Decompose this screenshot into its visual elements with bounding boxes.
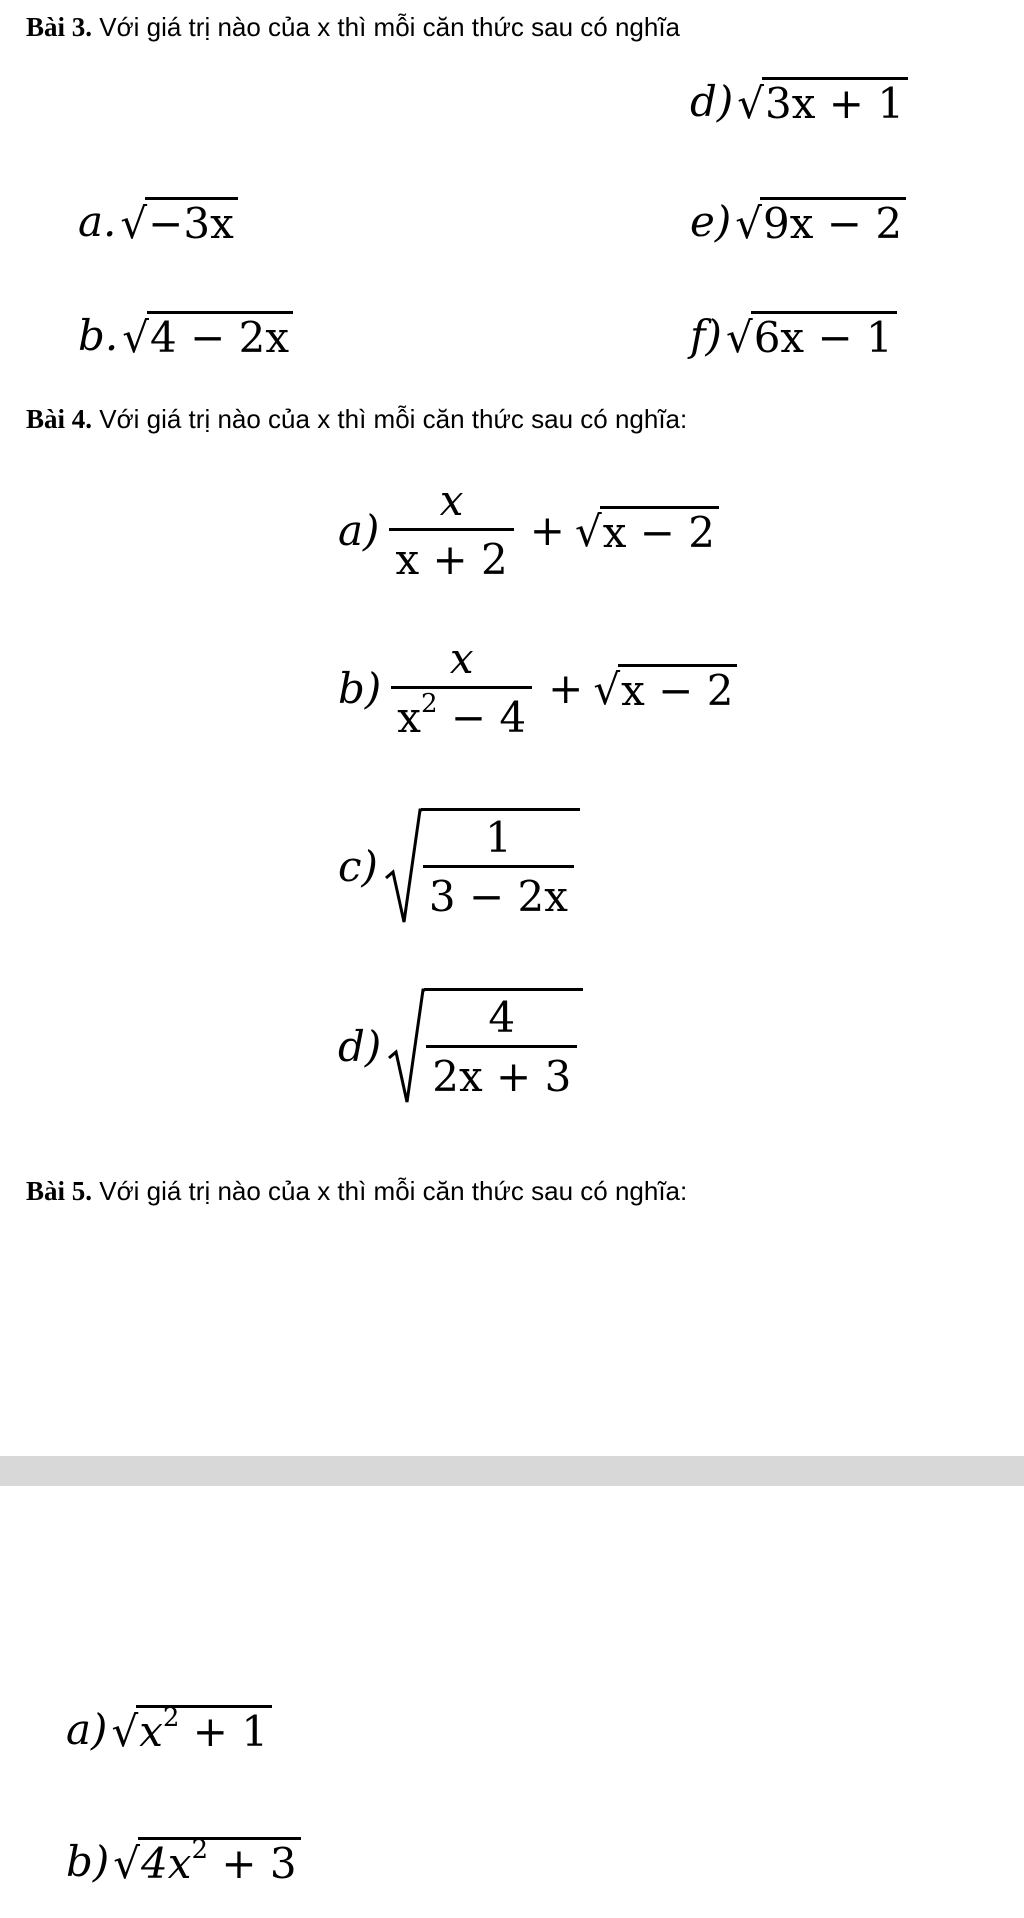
plus-sign: + [529, 505, 565, 555]
square-root: √ 9x − 2 [735, 197, 906, 246]
item-label: b) [338, 663, 382, 713]
item-label: a) [338, 505, 380, 555]
radicand [421, 808, 580, 926]
denominator: 3 − 2x [423, 865, 574, 920]
bai3-item-a [78, 196, 238, 248]
radicand: 3x + 1 [762, 77, 908, 126]
bai5-item-a [66, 1704, 272, 1756]
bai4-item-a [338, 478, 719, 583]
radicand-base: 4x [141, 1839, 192, 1889]
radicand: −3x [145, 197, 238, 246]
square-root: √ 3x + 1 [737, 77, 908, 126]
numerator: 4 [488, 993, 516, 1042]
fraction [389, 478, 513, 583]
bai4-item-b [338, 636, 737, 741]
radical-sign-icon [387, 988, 425, 1106]
item-label: a) [66, 1705, 108, 1754]
denominator [391, 686, 532, 741]
square-root: √ 4 − 2x [122, 311, 293, 360]
bai4-text: Với giá trị nào của x thì mỗi căn thức sau có nghĩa: [99, 404, 688, 434]
item-label: d) [690, 77, 734, 126]
radical-sign-icon [384, 808, 422, 926]
denominator: 2x + 3 [426, 1045, 577, 1100]
fraction [423, 815, 574, 920]
radicand-rest: + 3 [208, 1839, 297, 1889]
square-root: √ $x^2 + 1$ [111, 1705, 272, 1754]
bai5-heading [26, 1176, 687, 1206]
radicand-base: x [139, 1707, 163, 1757]
radicand: x − 2 [600, 506, 719, 555]
bai3-item-d [690, 76, 908, 128]
radicand-rest: + 1 [179, 1707, 269, 1757]
bai5-text: Với giá trị nào của x thì mỗi căn thức sau có nghĩa: [99, 1176, 688, 1206]
divider-band [0, 1456, 1024, 1486]
radicand-exponent: 2 [162, 1703, 180, 1734]
plus-sign: + [548, 663, 584, 713]
bai3-text: Với giá trị nào của x thì mỗi căn thức sau có nghĩa [99, 12, 681, 42]
numerator: x [449, 634, 474, 683]
bai3-item-e [690, 196, 906, 248]
item-label: e) [690, 197, 732, 246]
square-root: √ −3x [120, 197, 237, 246]
radicand: x − 2 [618, 664, 737, 713]
square-root: √ x − 2 [575, 506, 719, 555]
denominator: x + 2 [389, 528, 513, 583]
item-label: c) [338, 842, 378, 891]
radicand [138, 1835, 301, 1889]
denominator-rest: − 4 [437, 693, 527, 743]
radicand: 6x − 1 [751, 311, 897, 360]
bai3-number: Bài 3. [26, 12, 93, 42]
item-label: b) [66, 1837, 110, 1886]
numerator: 1 [485, 813, 512, 862]
square-root: √ x − 2 [593, 664, 737, 713]
bai5-item-b [66, 1836, 301, 1888]
numerator: x [439, 476, 464, 525]
radicand: 9x − 2 [760, 197, 906, 246]
item-label: d) [338, 1022, 382, 1071]
bai3-item-f [690, 310, 897, 362]
radicand [424, 988, 583, 1106]
square-root [387, 988, 583, 1106]
bai4-item-c [338, 808, 580, 926]
item-label: b. [78, 311, 119, 360]
bai4-heading [26, 404, 687, 434]
item-label: a. [78, 197, 117, 246]
bai4-number: Bài 4. [26, 404, 93, 434]
bai3-item-b [78, 310, 293, 362]
radicand-exponent: 2 [191, 1835, 209, 1866]
square-root [384, 808, 580, 926]
denominator-base: x [397, 693, 421, 743]
fraction [426, 995, 577, 1100]
denominator-exponent: 2 [420, 688, 438, 719]
radicand [136, 1703, 272, 1757]
radicand: 4 − 2x [147, 311, 293, 360]
bai5-number: Bài 5. [26, 1176, 93, 1206]
fraction [391, 636, 532, 741]
bai3-heading [26, 12, 680, 42]
square-root: √ 6x − 1 [726, 311, 897, 360]
item-label: f) [690, 311, 722, 360]
square-root: √ $4x^2 + 3$ [113, 1837, 300, 1886]
bai4-item-d [338, 988, 583, 1106]
